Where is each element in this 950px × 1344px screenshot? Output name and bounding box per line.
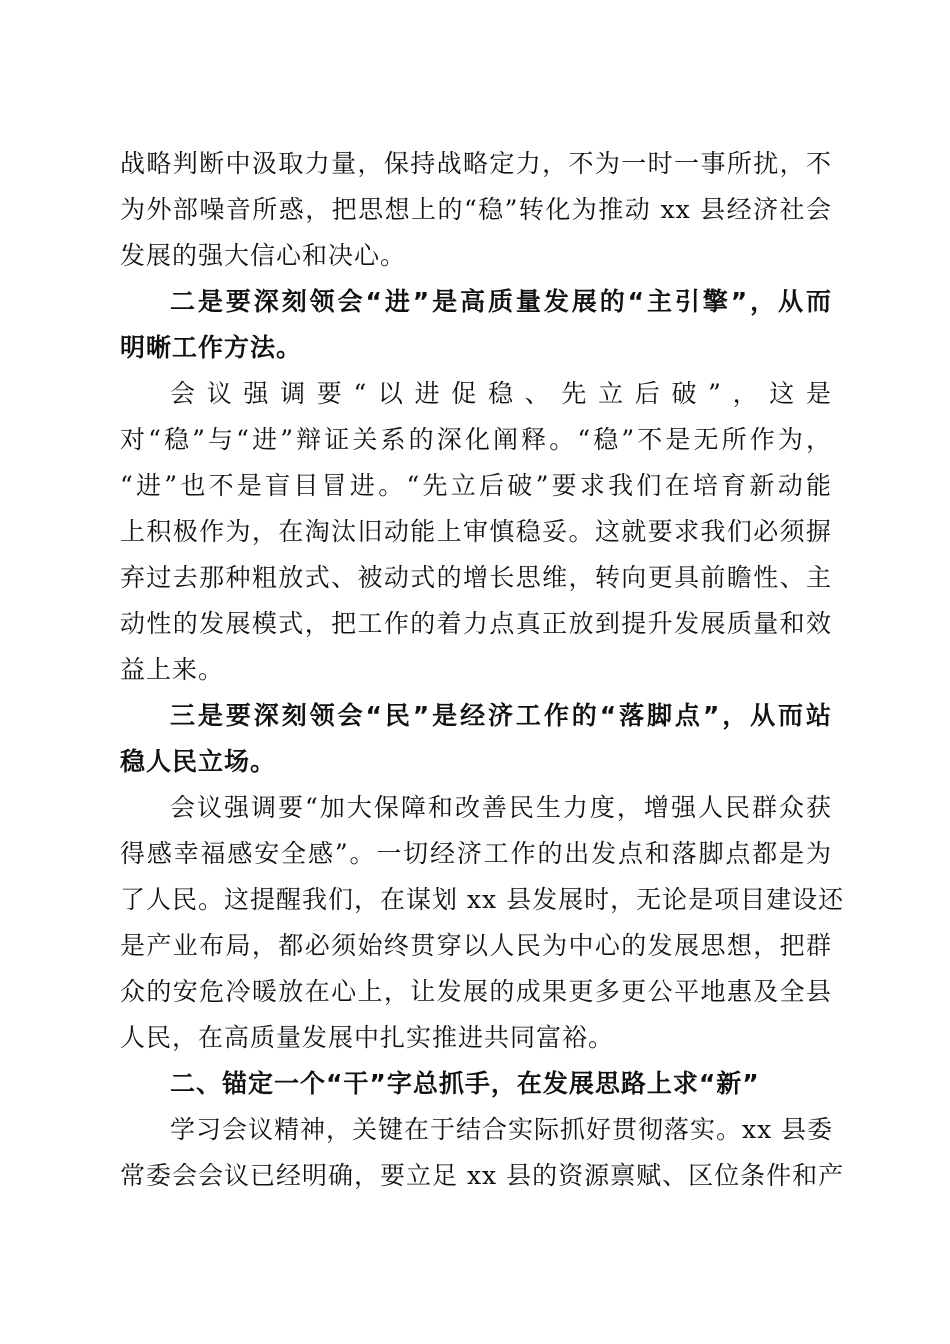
text-line: 发展的强大信心和决心。 bbox=[120, 241, 407, 270]
subheading-line: 三是要深刻领会“民”是经济工作的“落脚点”，从而站 bbox=[170, 701, 832, 730]
text-line: 会议强调要“加大保障和改善民生力度，增强人民群众获 bbox=[170, 793, 832, 822]
text-line: 学习会议精神，关键在于结合实际抓好贯彻落实。xx 县委 bbox=[170, 1115, 834, 1144]
text-line: 对“稳”与“进”辩证关系的深化阐释。“稳”不是无所作为， bbox=[120, 425, 832, 454]
text-line: 是产业布局，都必须始终贯穿以人民为中心的发展思想，把群 bbox=[120, 931, 832, 960]
text-line: 益上来。 bbox=[120, 655, 225, 684]
subheading-line: 稳人民立场。 bbox=[120, 747, 277, 776]
text-line: 动性的发展模式，把工作的着力点真正放到提升发展质量和效 bbox=[120, 609, 832, 638]
text-line: 上积极作为，在淘汰旧动能上审慎稳妥。这就要求我们必须摒 bbox=[120, 517, 832, 546]
text-line: “进”也不是盲目冒进。“先立后破”要求我们在培育新动能 bbox=[120, 471, 832, 500]
text-line: 得感幸福感安全感”。一切经济工作的出发点和落脚点都是为 bbox=[120, 839, 832, 868]
text-line: 人民，在高质量发展中扎实推进共同富裕。 bbox=[120, 1023, 615, 1052]
text-line: 为外部噪音所惑，把思想上的“稳”转化为推动 xx 县经济社会 bbox=[120, 195, 832, 224]
text-line: 弃过去那种粗放式、被动式的增长思维，转向更具前瞻性、主 bbox=[120, 563, 832, 592]
section-heading: 二、锚定一个“干”字总抓手，在发展思路上求“新” bbox=[170, 1069, 760, 1098]
text-line: 了人民。这提醒我们，在谋划 xx 县发展时，无论是项目建设还 bbox=[120, 885, 845, 914]
subheading-line: 明晰工作方法。 bbox=[120, 333, 303, 362]
subheading-line: 二是要深刻领会“进”是高质量发展的“主引擎”，从而 bbox=[170, 287, 832, 316]
text-line: 战略判断中汲取力量，保持战略定力，不为一时一事所扰，不 bbox=[120, 149, 832, 178]
text-line: 众的安危冷暖放在心上，让发展的成果更多更公平地惠及全县 bbox=[120, 977, 832, 1006]
text-line: 会议强调要“以进促稳、先立后破”，这是 bbox=[170, 379, 832, 408]
text-line: 常委会会议已经明确，要立足 xx 县的资源禀赋、区位条件和产 bbox=[120, 1161, 845, 1190]
